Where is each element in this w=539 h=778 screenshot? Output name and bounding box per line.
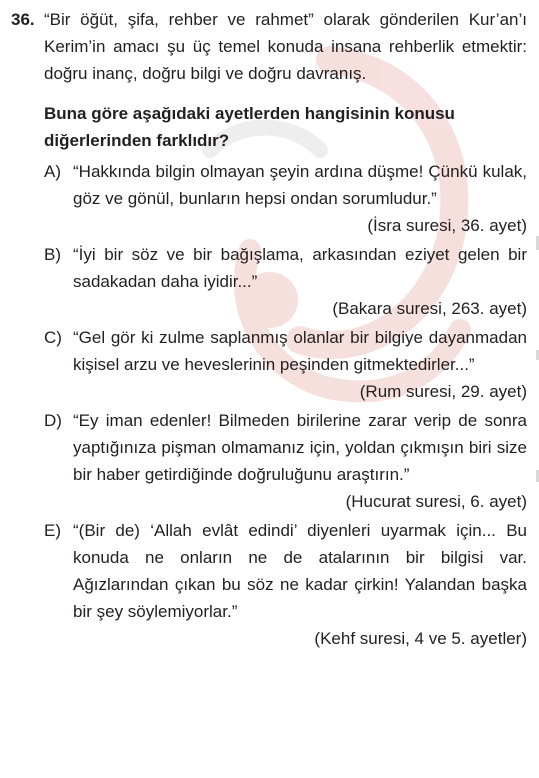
option-letter: A) [44,162,61,181]
question-number: 36. [11,10,35,29]
option-content [73,241,527,322]
option-letter: E) [44,521,61,540]
option-text: “İyi bir söz ve bir bağışlama, arkasından eziyet gelen bir sadakadan daha iyidir...” [73,245,527,291]
option-letter: C) [44,328,62,347]
option-text: “Gel gör ki zulme saplanmış olanlar bir bilgiye dayanmadan kişisel arzu ve heveslerinin peşinden gitmektedirler...” [73,328,527,374]
option-content [73,407,527,515]
option-letter: B) [44,245,61,264]
question-body [44,6,527,652]
option-content [73,158,527,239]
option-source: (Bakara suresi, 263. ayet) [332,299,527,318]
option-text: “Ey iman edenler! Bilmeden birilerine zarar verip de sonra yaptığınıza pişman olmamanız için, yoldan çıkmışın biri size bir haber getirdiğinde doğruluğunu araştırın.” [73,411,527,484]
option-text: “Hakkında bilgin olmayan şeyin ardına düşme! Çünkü kulak, göz ve gönül, bunların hepsi ondan sorumludur.” [73,162,527,208]
option-e[interactable] [44,517,527,652]
option-a[interactable] [44,158,527,239]
option-letter: D) [44,411,62,430]
option-content [73,517,527,652]
option-text: “(Bir de) ‘Allah evlât edindi’ diyenleri uyarmak için... Bu konuda ne onların ne de atalarının bir bilgisi var. Ağızlarından çıkan bu söz ne kadar çirkin! Yalandan başka bir şey söylemiyorlar.” [73,521,527,621]
option-b[interactable] [44,241,527,322]
option-source: (İsra suresi, 36. ayet) [367,216,527,235]
option-d[interactable] [44,407,527,515]
option-source: (Hucurat suresi, 6. ayet) [345,492,527,511]
option-c[interactable] [44,324,527,405]
question-prompt: Buna göre aşağıdaki ayetlerden hangisinin konusu diğerlerinden farklıdır? [44,104,455,150]
question-stem: “Bir öğüt, şifa, rehber ve rahmet” olarak gönderilen Kur’an’ı Kerim’in amacı şu üç temel konuda insana rehberlik etmektir: doğru inanç, doğru bilgi ve doğru davranış. [44,10,527,83]
question-block [11,6,527,652]
option-source: (Rum suresi, 29. ayet) [359,382,527,401]
option-content [73,324,527,405]
option-source: (Kehf suresi, 4 ve 5. ayetler) [314,629,527,648]
